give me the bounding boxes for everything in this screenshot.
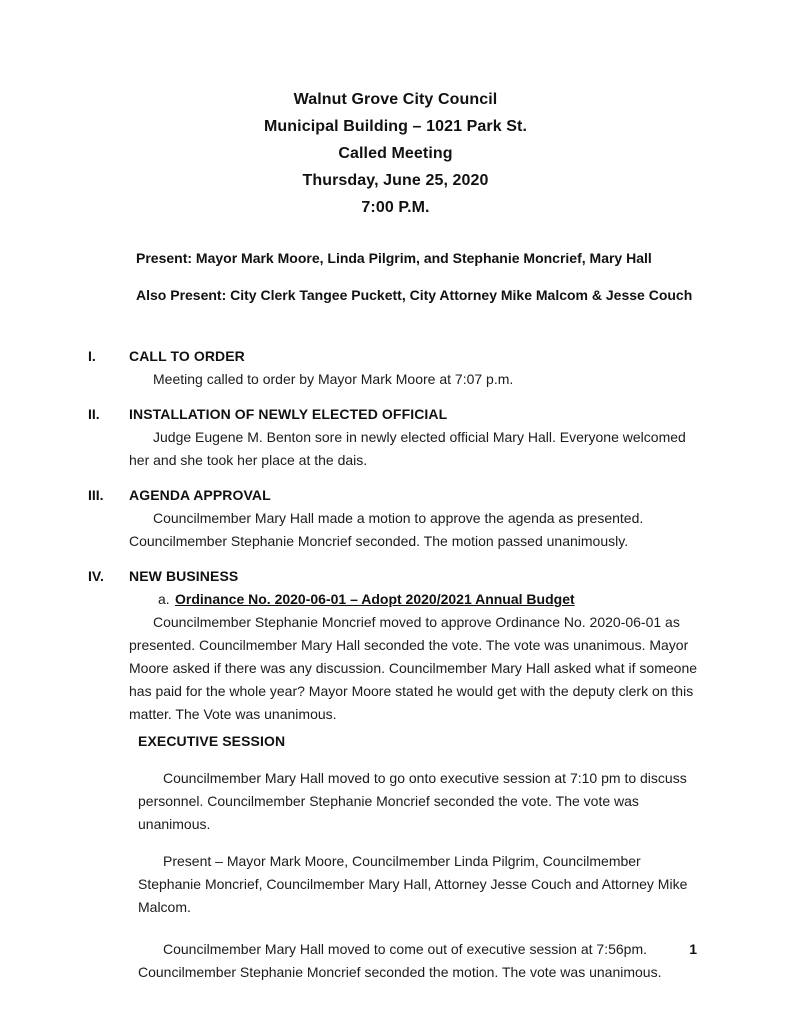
also-present-line: Also Present: City Clerk Tangee Puckett, City Attorney Mike Malcom & Jesse Couch bbox=[136, 287, 693, 303]
section-call-to-order bbox=[88, 345, 700, 391]
section-agenda-approval bbox=[88, 484, 700, 553]
executive-session-block bbox=[138, 730, 700, 984]
executive-session-paragraph: Councilmember Mary Hall moved to go onto executive session at 7:10 pm to discuss personnel. Councilmember Stephanie Moncrief seconded the vote. The vote was unanimous. bbox=[138, 770, 687, 832]
section-title: INSTALLATION OF NEWLY ELECTED OFFICIAL bbox=[129, 406, 448, 422]
section-new-business bbox=[88, 565, 700, 726]
section-body: Judge Eugene M. Benton sore in newly elected official Mary Hall. Everyone welcomed her and she took her place at the dais. bbox=[129, 429, 686, 468]
header-line-meeting-type: Called Meeting bbox=[338, 145, 453, 162]
section-title: CALL TO ORDER bbox=[129, 348, 245, 364]
header-line-council-name: Walnut Grove City Council bbox=[293, 91, 498, 108]
new-business-subitem bbox=[158, 588, 700, 611]
header-line-building-address: Municipal Building – 1021 Park St. bbox=[263, 118, 528, 135]
document-header bbox=[0, 0, 791, 221]
section-numeral: III. bbox=[88, 487, 104, 503]
executive-session-paragraph: Present – Mayor Mark Moore, Councilmember Linda Pilgrim, Councilmember Stephanie Moncrief, Councilmember Mary Hall, Attorney Jesse Couch and Attorney Mike Malcom. bbox=[138, 853, 688, 915]
present-line: Present: Mayor Mark Moore, Linda Pilgrim, and Stephanie Moncrief, Mary Hall bbox=[136, 250, 652, 266]
section-numeral: IV. bbox=[88, 568, 104, 584]
page-number: 1 bbox=[689, 941, 697, 957]
section-title: AGENDA APPROVAL bbox=[129, 487, 271, 503]
executive-session-heading: EXECUTIVE SESSION bbox=[138, 733, 286, 749]
section-numeral: II. bbox=[88, 406, 100, 422]
section-installation-official bbox=[88, 403, 700, 472]
ordinance-title-text: Ordinance No. 2020-06-01 – Adopt 2020/2021 Annual Budget bbox=[175, 591, 575, 607]
section-content bbox=[129, 345, 700, 391]
attendance-block bbox=[136, 247, 701, 307]
header-line-meeting-time: 7:00 P.M. bbox=[361, 199, 430, 216]
section-content bbox=[129, 484, 700, 553]
section-body: Councilmember Mary Hall made a motion to approve the agenda as presented. Councilmember Stephanie Moncrief seconded. The motion passed unanimously. bbox=[129, 510, 644, 549]
section-body: Meeting called to order by Mayor Mark Moore at 7:07 p.m. bbox=[153, 371, 514, 387]
section-title: NEW BUSINESS bbox=[129, 568, 239, 584]
section-body: Councilmember Stephanie Moncrief moved to approve Ordinance No. 2020-06-01 as presented. Councilmember Mary Hall seconded the vote. The vote was unanimous. Mayor Moore asked if there was any discussion. Councilmember Mary Hall asked what if someone has paid for the whole year? Mayor Moore stated he would get with the deputy clerk on this matter. The Vote was unanimous. bbox=[129, 614, 698, 722]
executive-session-paragraph: Councilmember Mary Hall moved to come out of executive session at 7:56pm. Councilmember Stephanie Moncrief seconded the motion. The vote was unanimous. bbox=[138, 941, 662, 980]
section-content bbox=[129, 403, 700, 472]
agenda-sections bbox=[0, 345, 791, 726]
header-line-meeting-date: Thursday, June 25, 2020 bbox=[302, 172, 489, 189]
section-content bbox=[129, 565, 700, 726]
subitem-label: a. bbox=[158, 591, 170, 607]
section-numeral: I. bbox=[88, 348, 96, 364]
